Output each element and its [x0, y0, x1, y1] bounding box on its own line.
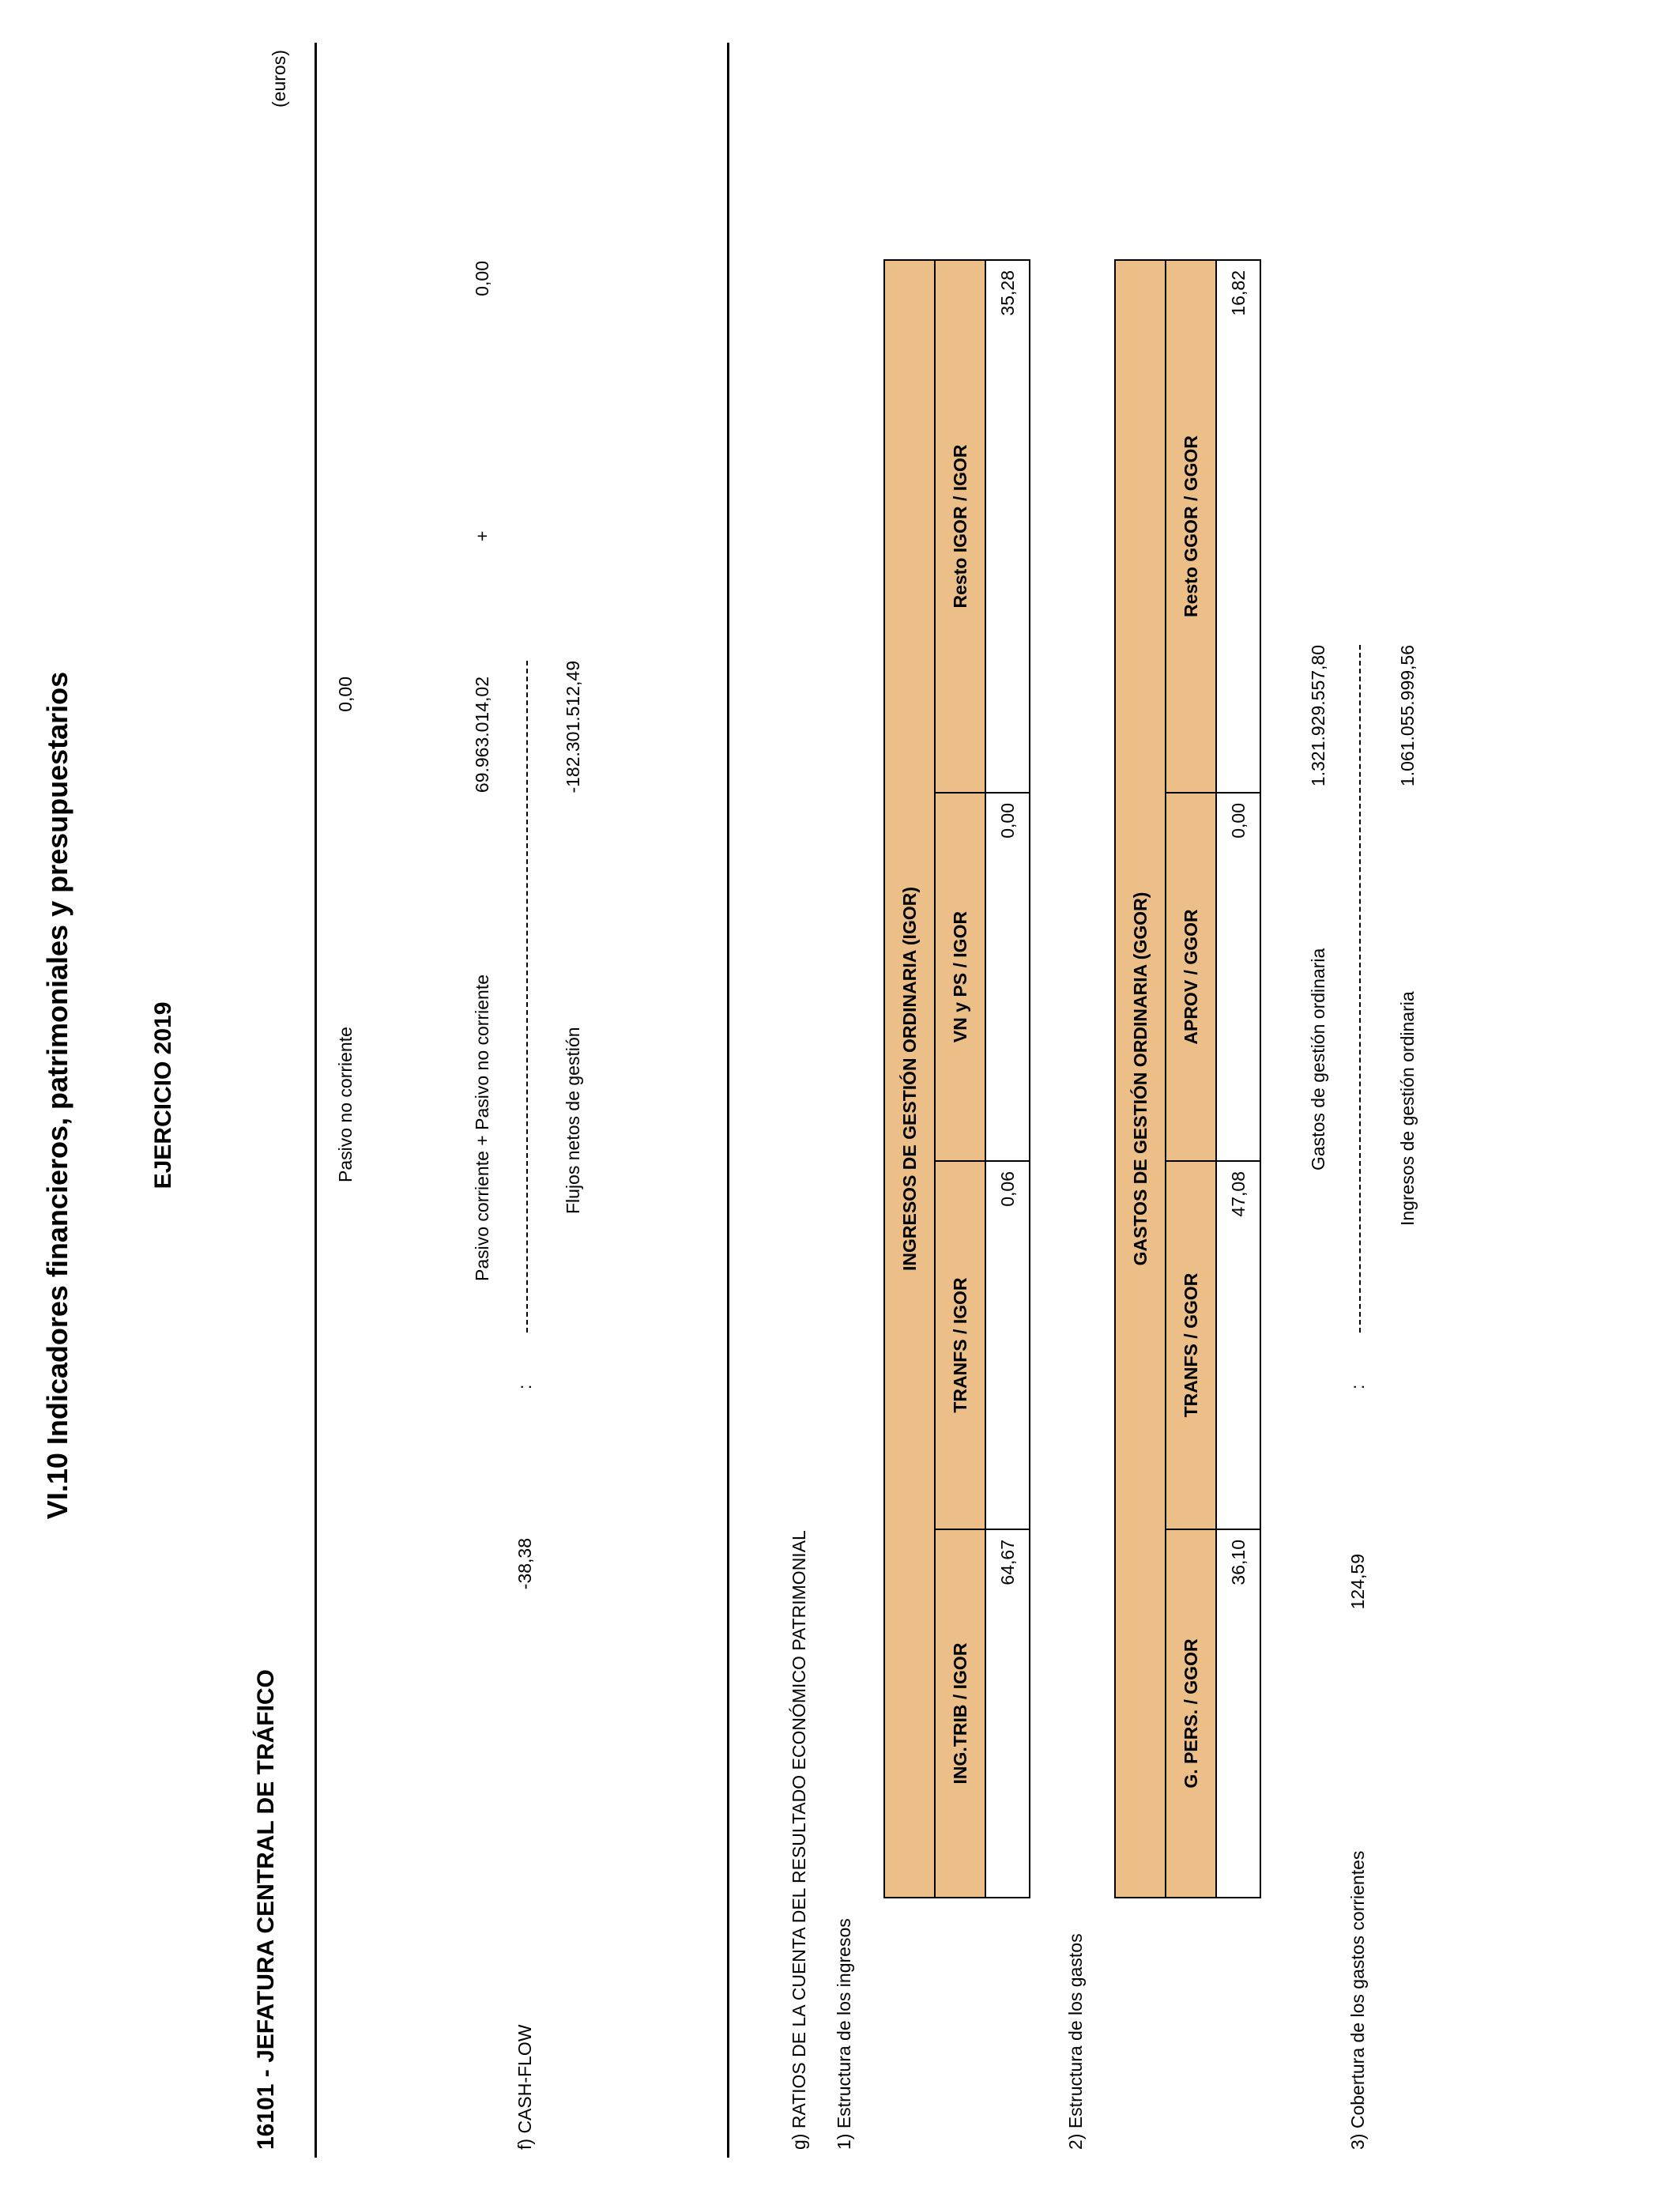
gastos-structure-label: 2) Estructura de los gastos	[1065, 1933, 1086, 2150]
section-rule	[727, 43, 729, 2158]
ingresos-col-header: Resto IGOR / IGOR	[935, 260, 985, 793]
extra-value: 0,00	[472, 261, 492, 296]
cobertura-denominator-label: Ingresos de gestión ordinaria	[1397, 991, 1418, 1226]
cobertura-denominator-value: 1.061.055.999,56	[1397, 645, 1418, 787]
cashflow-fraction-line	[526, 661, 528, 1333]
ingresos-structure-label: 1) Estructura de los ingresos	[834, 1918, 854, 2150]
ingresos-col-header: VN y PS / IGOR	[935, 793, 985, 1161]
plus-sign: +	[472, 530, 492, 541]
cobertura-numerator-label: Gastos de gestión ordinaria	[1308, 948, 1328, 1171]
cashflow-denominator-value: -182.301.512,49	[563, 661, 583, 794]
cashflow-result: -38,38	[514, 1538, 535, 1590]
ingresos-value-cell: 0,06	[985, 1161, 1030, 1529]
ratios-title: g) RATIOS DE LA CUENTA DEL RESULTADO ECONÓMICO PATRIMONIAL	[789, 1530, 809, 2150]
entity-name: 16101 - JEFATURA CENTRAL DE TRÁFICO	[253, 1669, 279, 2150]
gastos-value-cell: 36,10	[1216, 1529, 1260, 1898]
ingresos-table	[883, 259, 1030, 1898]
gastos-table	[1114, 259, 1261, 1898]
ingresos-col-header: TRANFS / IGOR	[935, 1161, 985, 1529]
cobertura-colon: :	[1347, 1384, 1368, 1389]
ingresos-value-cell: 64,67	[985, 1529, 1030, 1898]
gastos-col-header: APROV / GGOR	[1166, 793, 1216, 1161]
cobertura-result: 124,59	[1347, 1554, 1368, 1610]
gastos-table-title: GASTOS DE GESTIÓN ORDINARIA (GGOR)	[1115, 260, 1166, 1898]
gastos-value-cell: 47,08	[1216, 1161, 1260, 1529]
exercise-title: EJERCICIO 2019	[150, 1001, 176, 1189]
gastos-col-header: G. PERS. / GGOR	[1166, 1529, 1216, 1898]
cashflow-label: f) CASH-FLOW	[514, 2024, 535, 2150]
ingresos-value-cell: 35,28	[985, 260, 1030, 793]
gastos-col-header: Resto GGOR / GGOR	[1166, 260, 1216, 793]
ingresos-col-header: ING.TRIB / IGOR	[935, 1529, 985, 1898]
page-title: VI.10 Indicadores financieros, patrimoniales y presupuestarios	[41, 671, 73, 1520]
pasivo-no-corriente-label: Pasivo no corriente	[335, 1027, 356, 1182]
pasivo-total-label: Pasivo corriente + Pasivo no corriente	[472, 974, 492, 1281]
cobertura-fraction-line	[1359, 645, 1361, 1333]
pasivo-no-corriente-value: 0,00	[335, 677, 356, 712]
cashflow-denominator-label: Flujos netos de gestión	[563, 1027, 583, 1214]
gastos-value-cell: 16,82	[1216, 260, 1260, 793]
unit-label: (euros)	[269, 50, 289, 107]
pasivo-total-value: 69.963.014,02	[472, 677, 492, 794]
ingresos-value-cell: 0,00	[985, 793, 1030, 1161]
ingresos-table-title: INGRESOS DE GESTIÓN ORDINARIA (IGOR)	[884, 260, 935, 1898]
gastos-col-header: TRANFS / GGOR	[1166, 1161, 1216, 1529]
top-rule	[315, 43, 317, 2158]
cashflow-colon: :	[514, 1384, 535, 1389]
gastos-value-cell: 0,00	[1216, 793, 1260, 1161]
cobertura-numerator-value: 1.321.929.557,80	[1308, 645, 1328, 787]
cobertura-label: 3) Cobertura de los gastos corrientes	[1347, 1850, 1368, 2150]
